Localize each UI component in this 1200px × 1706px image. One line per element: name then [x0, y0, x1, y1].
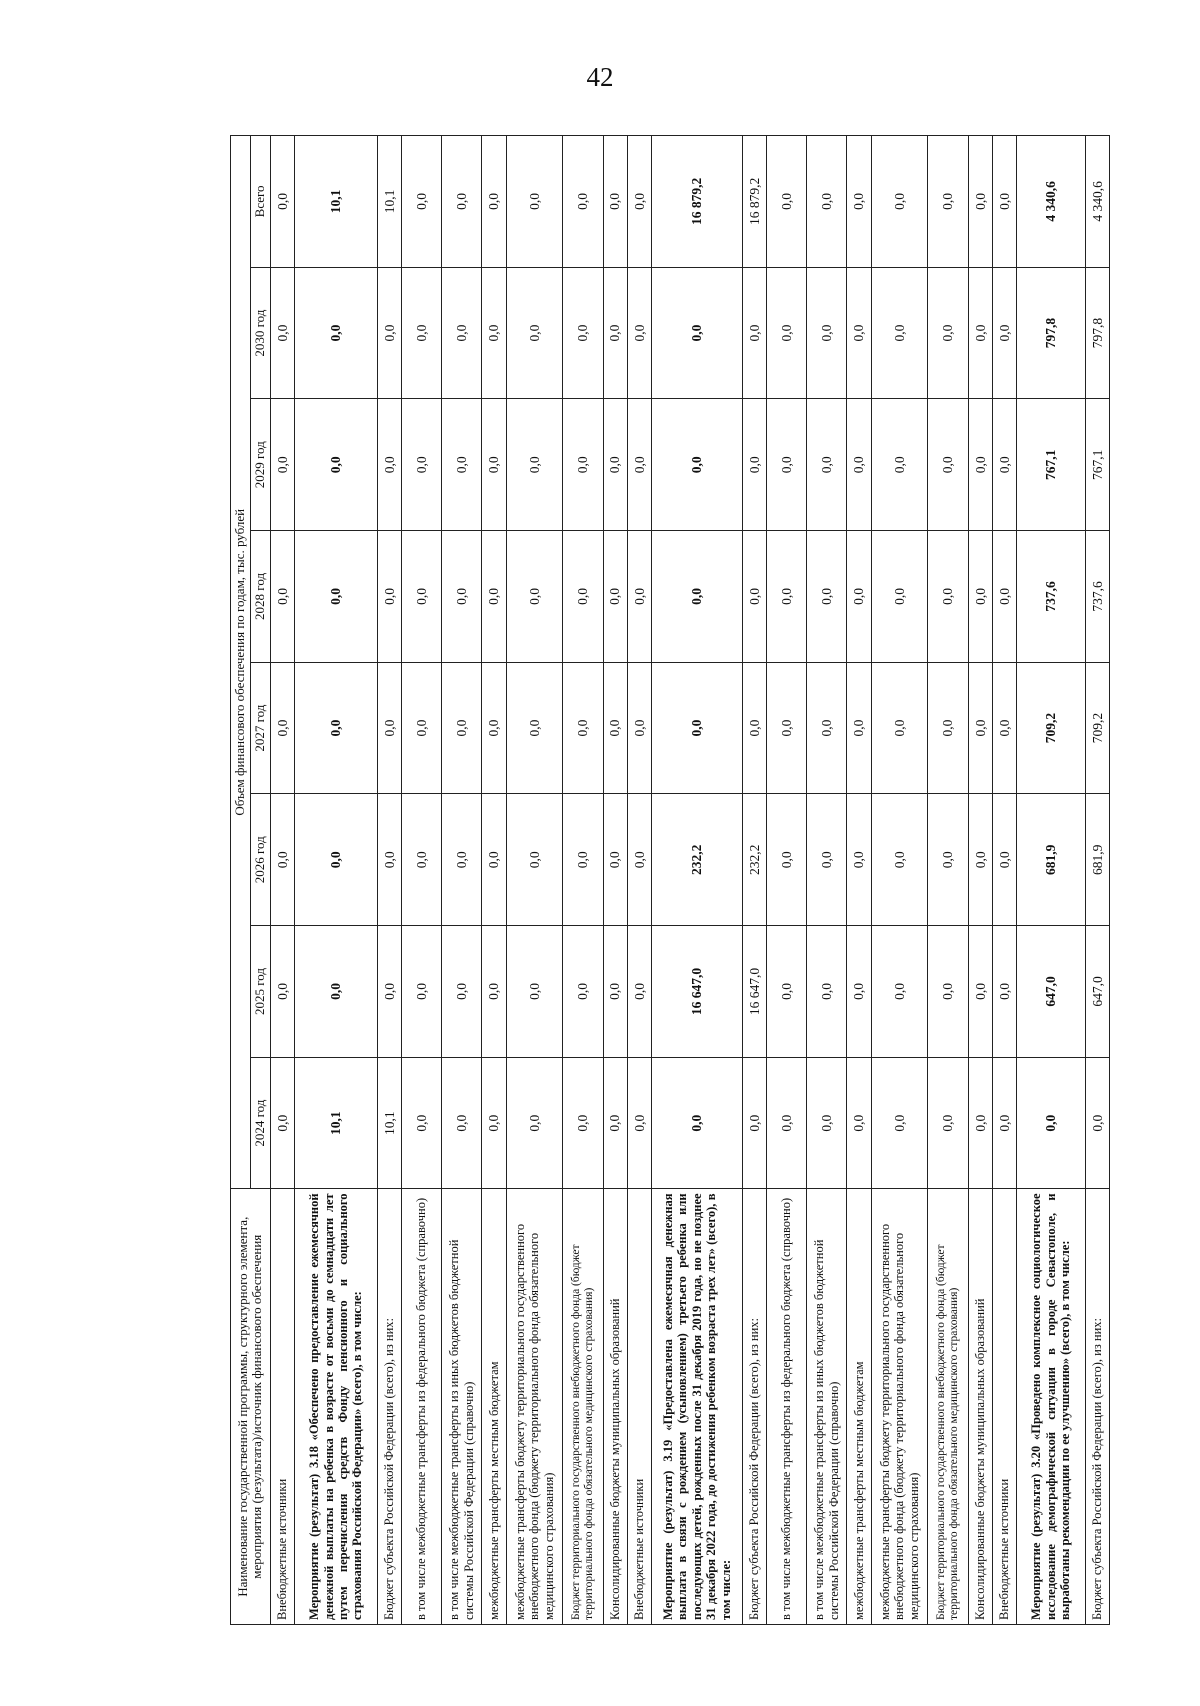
value-cell: 0,0: [603, 926, 627, 1058]
value-cell: 0,0: [402, 399, 442, 531]
value-cell: 10,1: [295, 136, 378, 268]
value-cell: 709,2: [1085, 662, 1109, 794]
value-cell: 0,0: [270, 267, 294, 399]
value-cell: 0,0: [847, 267, 871, 399]
table-row: [506, 136, 563, 1625]
value-cell: 0,0: [767, 1057, 807, 1189]
value-cell: 0,0: [627, 794, 651, 926]
table-row: [377, 136, 401, 1625]
table-row: [992, 136, 1016, 1625]
value-cell: 0,0: [402, 1057, 442, 1189]
value-cell: 0,0: [295, 926, 378, 1058]
value-cell: 0,0: [968, 136, 992, 268]
value-cell: 0,0: [506, 399, 563, 531]
value-cell: 0,0: [563, 1057, 603, 1189]
value-cell: 0,0: [767, 267, 807, 399]
value-cell: 0,0: [847, 1057, 871, 1189]
value-cell: 0,0: [847, 662, 871, 794]
value-cell: 0,0: [603, 136, 627, 268]
value-cell: 0,0: [377, 531, 401, 663]
value-cell: 0,0: [270, 1057, 294, 1189]
financing-table: [230, 135, 1110, 1625]
row-name-cell: в том числе межбюджетные трансферты из иных бюджетов бюджетной системы Российской Федерации (справочно): [807, 1189, 847, 1625]
value-cell: 0,0: [482, 531, 506, 663]
row-name-cell: в том числе межбюджетные трансферты из федерального бюджета (справочно): [767, 1189, 807, 1625]
value-cell: 0,0: [270, 136, 294, 268]
value-cell: 0,0: [992, 1057, 1016, 1189]
value-cell: 4 340,6: [1085, 136, 1109, 268]
header-year: 2030 год: [250, 267, 270, 399]
value-cell: 0,0: [506, 662, 563, 794]
value-cell: 0,0: [295, 267, 378, 399]
value-cell: 0,0: [442, 662, 482, 794]
value-cell: 0,0: [968, 926, 992, 1058]
value-cell: 0,0: [871, 531, 928, 663]
row-name-cell: межбюджетные трансферты бюджету территориального государственного внебюджетного фонда (бюджету территориального фонда обязательного медицинского страхования): [506, 1189, 563, 1625]
header-year: 2029 год: [250, 399, 270, 531]
value-cell: 0,0: [563, 531, 603, 663]
value-cell: 0,0: [992, 399, 1016, 531]
value-cell: 0,0: [652, 267, 743, 399]
table-row: [563, 136, 603, 1625]
value-cell: 0,0: [767, 399, 807, 531]
value-cell: 0,0: [377, 794, 401, 926]
value-cell: 0,0: [992, 267, 1016, 399]
row-name-cell: Мероприятие (результат) 3.20 «Проведено комплексное социологическое исследование демографической ситуации в городе Севастополе, и выработаны рекомендации по ее улучшению» (всего), в том числе:: [1017, 1189, 1086, 1625]
value-cell: 0,0: [807, 662, 847, 794]
value-cell: 0,0: [377, 267, 401, 399]
row-name-cell: в том числе межбюджетные трансферты из иных бюджетов бюджетной системы Российской Федерации (справочно): [442, 1189, 482, 1625]
table-row: [847, 136, 871, 1625]
row-name-cell: Мероприятие (результат) 3.18 «Обеспечено предоставление ежемесячной денежной выплаты на ребенка в возрасте от восьми до семнадцати лет путем перечисления средств Фонду пенсионного и социального страхования Российской Федерации» (всего), в том числе:: [295, 1189, 378, 1625]
value-cell: 0,0: [442, 1057, 482, 1189]
value-cell: 10,1: [295, 1057, 378, 1189]
value-cell: 0,0: [482, 794, 506, 926]
table-row: [928, 136, 968, 1625]
value-cell: 0,0: [1017, 1057, 1086, 1189]
row-name-cell: Консолидированные бюджеты муниципальных образований: [603, 1189, 627, 1625]
table-body: [270, 136, 1109, 1625]
table-row: [767, 136, 807, 1625]
value-cell: 0,0: [627, 662, 651, 794]
value-cell: 0,0: [652, 399, 743, 531]
value-cell: 0,0: [871, 662, 928, 794]
value-cell: 0,0: [563, 662, 603, 794]
value-cell: 0,0: [442, 399, 482, 531]
value-cell: 0,0: [506, 136, 563, 268]
value-cell: 0,0: [871, 1057, 928, 1189]
value-cell: 0,0: [652, 1057, 743, 1189]
value-cell: 0,0: [742, 399, 766, 531]
value-cell: 0,0: [377, 926, 401, 1058]
value-cell: 797,8: [1085, 267, 1109, 399]
value-cell: 0,0: [847, 399, 871, 531]
value-cell: 0,0: [270, 926, 294, 1058]
rotated-table-container: [230, 135, 1110, 1625]
row-name-cell: Консолидированные бюджеты муниципальных образований: [968, 1189, 992, 1625]
value-cell: 0,0: [742, 267, 766, 399]
value-cell: 0,0: [563, 136, 603, 268]
value-cell: 0,0: [807, 267, 847, 399]
value-cell: 681,9: [1085, 794, 1109, 926]
value-cell: 0,0: [742, 531, 766, 663]
header-group: Объем финансового обеспечения по годам, тыс. рублей: [231, 136, 251, 1189]
value-cell: 0,0: [402, 531, 442, 663]
value-cell: 0,0: [442, 136, 482, 268]
value-cell: 0,0: [968, 794, 992, 926]
value-cell: 0,0: [402, 662, 442, 794]
value-cell: 0,0: [742, 1057, 766, 1189]
value-cell: 0,0: [270, 531, 294, 663]
header-year: 2026 год: [250, 794, 270, 926]
table-row: [807, 136, 847, 1625]
row-name-cell: Бюджет субъекта Российской Федерации (всего), из них:: [377, 1189, 401, 1625]
value-cell: 0,0: [807, 1057, 847, 1189]
value-cell: 0,0: [563, 794, 603, 926]
value-cell: 16 879,2: [742, 136, 766, 268]
value-cell: 16 647,0: [652, 926, 743, 1058]
value-cell: 0,0: [506, 794, 563, 926]
value-cell: 681,9: [1017, 794, 1086, 926]
row-name-cell: Бюджет субъекта Российской Федерации (всего), из них:: [1085, 1189, 1109, 1625]
value-cell: 0,0: [928, 136, 968, 268]
value-cell: 0,0: [928, 662, 968, 794]
value-cell: 0,0: [807, 136, 847, 268]
value-cell: 797,8: [1017, 267, 1086, 399]
value-cell: 0,0: [603, 267, 627, 399]
row-name-cell: Мероприятие (результат) 3.19 «Предоставлена ежемесячная денежная выплата в связи с рождением (усыновлением) третьего ребенка или последующих детей, рожденных после 31 декабря 2019 года, но не позднее 31 декабря 2022 года, до достижения ребенком возраста трех лет» (всего), в том числе:: [652, 1189, 743, 1625]
page-number: 42: [586, 62, 614, 92]
value-cell: 0,0: [402, 136, 442, 268]
value-cell: 0,0: [928, 267, 968, 399]
value-cell: 0,0: [992, 531, 1016, 663]
value-cell: 0,0: [563, 399, 603, 531]
value-cell: 0,0: [847, 926, 871, 1058]
value-cell: 0,0: [506, 267, 563, 399]
value-cell: 0,0: [807, 926, 847, 1058]
header-total: Всего: [250, 136, 270, 268]
value-cell: 232,2: [742, 794, 766, 926]
table-row: [871, 136, 928, 1625]
value-cell: 0,0: [767, 926, 807, 1058]
value-cell: 0,0: [871, 794, 928, 926]
header-name-column: Наименование государственной программы, структурного элемента, мероприятия (результата)/источник финансового обеспечения: [231, 1189, 271, 1625]
value-cell: 0,0: [992, 926, 1016, 1058]
value-cell: 0,0: [442, 794, 482, 926]
value-cell: 0,0: [603, 794, 627, 926]
value-cell: 0,0: [767, 531, 807, 663]
value-cell: 0,0: [992, 662, 1016, 794]
row-name-cell: Внебюджетные источники: [270, 1189, 294, 1625]
value-cell: 0,0: [807, 531, 847, 663]
value-cell: 0,0: [767, 136, 807, 268]
value-cell: 0,0: [442, 531, 482, 663]
value-cell: 0,0: [377, 662, 401, 794]
value-cell: 0,0: [295, 794, 378, 926]
value-cell: 0,0: [928, 531, 968, 663]
header-year: 2025 год: [250, 926, 270, 1058]
table-row: [603, 136, 627, 1625]
header-row-1: [231, 136, 251, 1625]
table-row: [402, 136, 442, 1625]
value-cell: 767,1: [1085, 399, 1109, 531]
value-cell: 0,0: [482, 136, 506, 268]
value-cell: 0,0: [847, 136, 871, 268]
value-cell: 767,1: [1017, 399, 1086, 531]
value-cell: 0,0: [482, 267, 506, 399]
row-name-cell: межбюджетные трансферты местным бюджетам: [482, 1189, 506, 1625]
value-cell: 0,0: [402, 926, 442, 1058]
value-cell: 647,0: [1017, 926, 1086, 1058]
value-cell: 0,0: [482, 399, 506, 531]
value-cell: 0,0: [402, 267, 442, 399]
value-cell: 0,0: [627, 136, 651, 268]
value-cell: 0,0: [871, 136, 928, 268]
value-cell: 0,0: [603, 531, 627, 663]
value-cell: 0,0: [847, 794, 871, 926]
row-name-cell: в том числе межбюджетные трансферты из федерального бюджета (справочно): [402, 1189, 442, 1625]
table-row: [1017, 136, 1086, 1625]
value-cell: 0,0: [968, 1057, 992, 1189]
table-row: [442, 136, 482, 1625]
row-name-cell: Внебюджетные источники: [627, 1189, 651, 1625]
value-cell: 0,0: [603, 1057, 627, 1189]
value-cell: 0,0: [295, 662, 378, 794]
table-row: [270, 136, 294, 1625]
value-cell: 0,0: [442, 267, 482, 399]
value-cell: 0,0: [506, 1057, 563, 1189]
value-cell: 0,0: [968, 267, 992, 399]
value-cell: 16 879,2: [652, 136, 743, 268]
row-name-cell: Внебюджетные источники: [992, 1189, 1016, 1625]
value-cell: 647,0: [1085, 926, 1109, 1058]
value-cell: 709,2: [1017, 662, 1086, 794]
table-row: [742, 136, 766, 1625]
value-cell: 0,0: [968, 531, 992, 663]
row-name-cell: межбюджетные трансферты бюджету территориального государственного внебюджетного фонда (бюджету территориального фонда обязательного медицинского страхования): [871, 1189, 928, 1625]
header-year: 2028 год: [250, 531, 270, 663]
value-cell: 0,0: [627, 267, 651, 399]
value-cell: 0,0: [847, 531, 871, 663]
header-year: 2027 год: [250, 662, 270, 794]
value-cell: 0,0: [482, 926, 506, 1058]
value-cell: 0,0: [627, 531, 651, 663]
value-cell: 0,0: [295, 399, 378, 531]
value-cell: 737,6: [1085, 531, 1109, 663]
table-row: [627, 136, 651, 1625]
value-cell: 0,0: [627, 399, 651, 531]
value-cell: 0,0: [968, 399, 992, 531]
table-row: [482, 136, 506, 1625]
value-cell: 0,0: [871, 267, 928, 399]
value-cell: 4 340,6: [1017, 136, 1086, 268]
value-cell: 0,0: [928, 1057, 968, 1189]
table-row: [1085, 136, 1109, 1625]
value-cell: 0,0: [270, 662, 294, 794]
value-cell: 0,0: [270, 794, 294, 926]
value-cell: 0,0: [871, 399, 928, 531]
value-cell: 0,0: [767, 662, 807, 794]
value-cell: 0,0: [928, 926, 968, 1058]
row-name-cell: межбюджетные трансферты местным бюджетам: [847, 1189, 871, 1625]
value-cell: 0,0: [652, 531, 743, 663]
row-name-cell: Бюджет территориального государственного внебюджетного фонда (бюджет территориального фонда обязательного медицинского страхования): [563, 1189, 603, 1625]
value-cell: 0,0: [767, 794, 807, 926]
value-cell: 0,0: [627, 1057, 651, 1189]
value-cell: 0,0: [992, 136, 1016, 268]
value-cell: 0,0: [871, 926, 928, 1058]
value-cell: 0,0: [968, 662, 992, 794]
value-cell: 737,6: [1017, 531, 1086, 663]
value-cell: 0,0: [506, 926, 563, 1058]
table-row: [652, 136, 743, 1625]
row-name-cell: Бюджет субъекта Российской Федерации (всего), из них:: [742, 1189, 766, 1625]
value-cell: 0,0: [928, 794, 968, 926]
value-cell: 0,0: [742, 662, 766, 794]
value-cell: 0,0: [270, 399, 294, 531]
table-row: [968, 136, 992, 1625]
row-name-cell: Бюджет территориального государственного внебюджетного фонда (бюджет территориального фонда обязательного медицинского страхования): [928, 1189, 968, 1625]
value-cell: 0,0: [603, 399, 627, 531]
value-cell: 0,0: [992, 794, 1016, 926]
value-cell: 0,0: [402, 794, 442, 926]
value-cell: 0,0: [807, 794, 847, 926]
value-cell: 0,0: [295, 531, 378, 663]
value-cell: 10,1: [377, 1057, 401, 1189]
header-year: 2024 год: [250, 1057, 270, 1189]
value-cell: 0,0: [482, 662, 506, 794]
value-cell: 16 647,0: [742, 926, 766, 1058]
table-row: [295, 136, 378, 1625]
value-cell: 0,0: [603, 662, 627, 794]
value-cell: 0,0: [652, 662, 743, 794]
value-cell: 0,0: [928, 399, 968, 531]
value-cell: 0,0: [377, 399, 401, 531]
value-cell: 232,2: [652, 794, 743, 926]
value-cell: 0,0: [807, 399, 847, 531]
value-cell: 0,0: [482, 1057, 506, 1189]
value-cell: 0,0: [506, 531, 563, 663]
value-cell: 0,0: [1085, 1057, 1109, 1189]
value-cell: 0,0: [563, 926, 603, 1058]
value-cell: 10,1: [377, 136, 401, 268]
value-cell: 0,0: [442, 926, 482, 1058]
value-cell: 0,0: [627, 926, 651, 1058]
value-cell: 0,0: [563, 267, 603, 399]
